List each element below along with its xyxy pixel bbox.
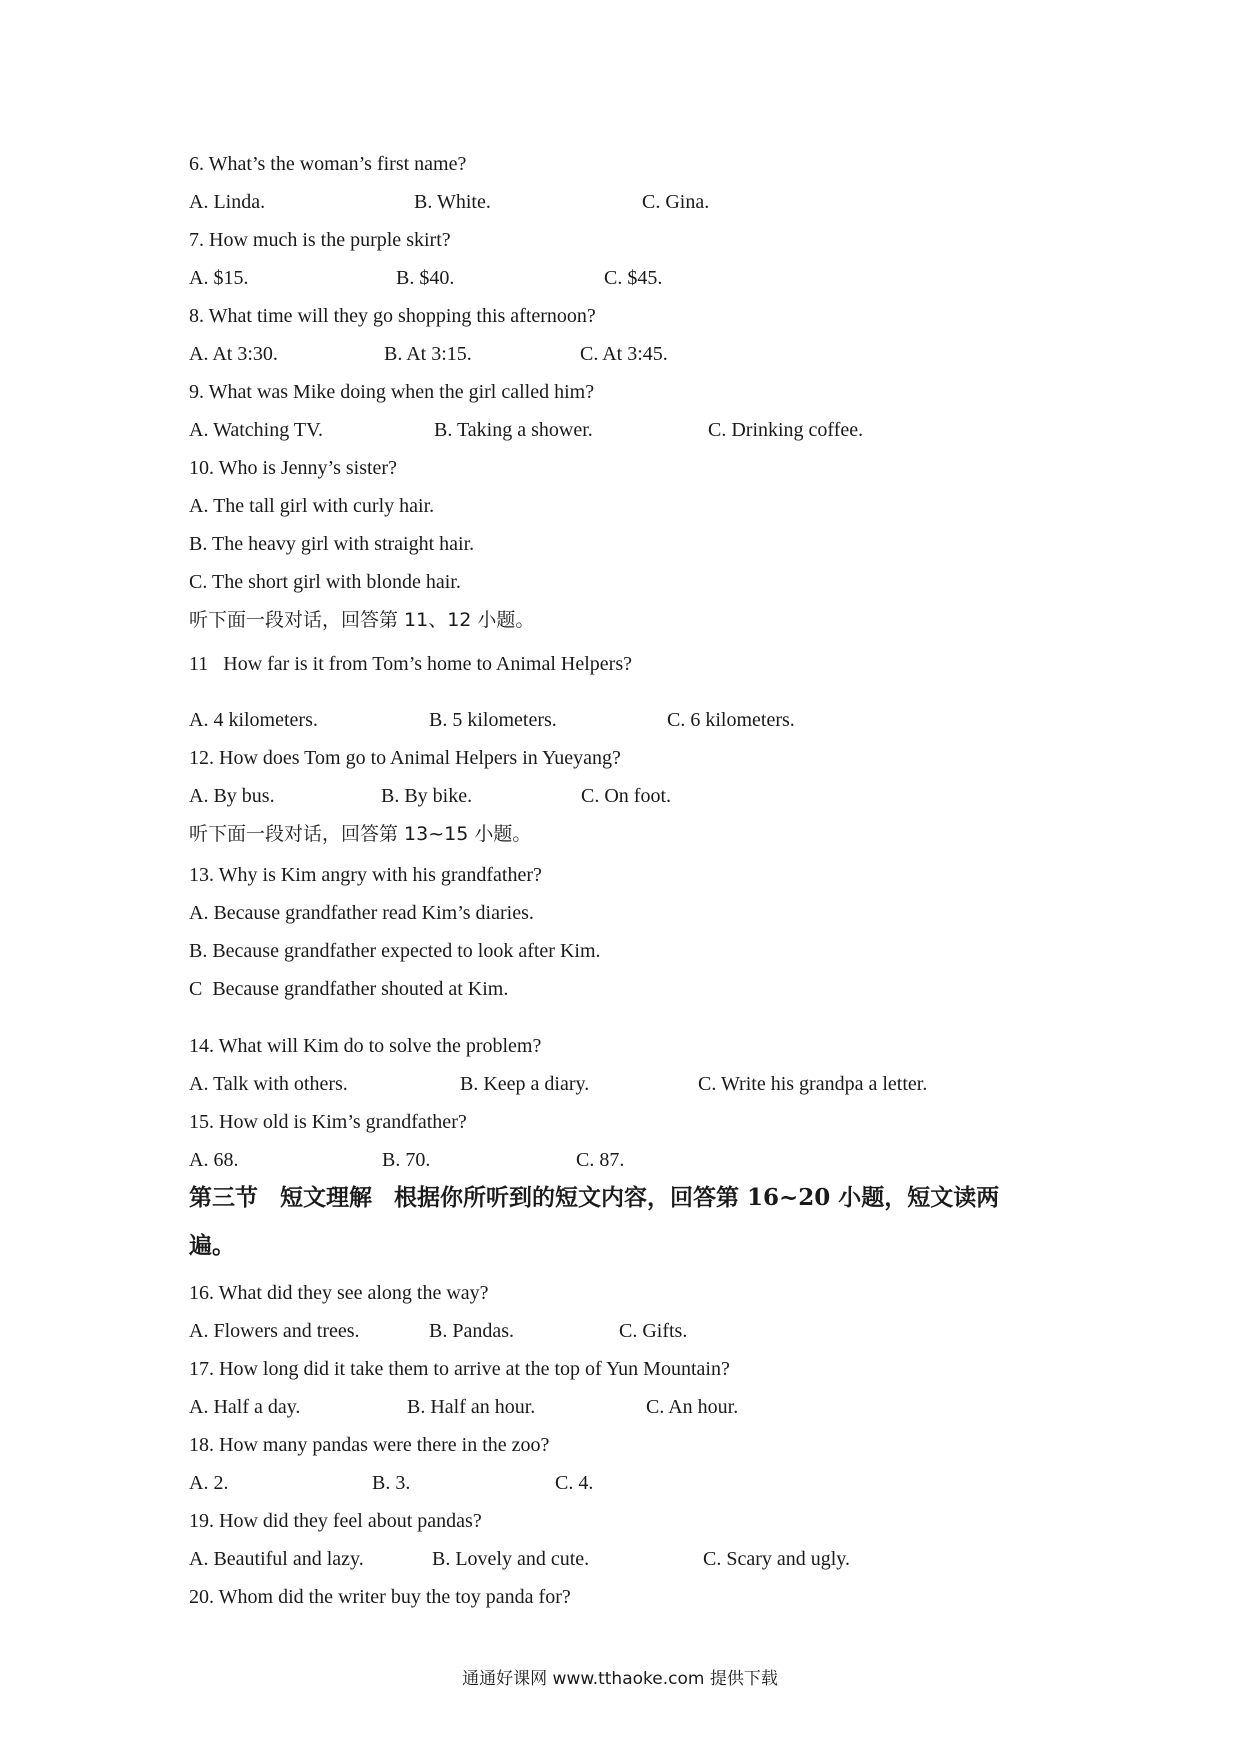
option-9c: C. Drinking coffee. — [708, 419, 864, 441]
question-17: 17. How long did it take them to arrive at the top of Yun Mountain? — [189, 1358, 730, 1380]
option-13a: A. Because grandfather read Kim’s diaries. — [189, 902, 534, 924]
option-16b: B. Pandas. — [429, 1320, 514, 1342]
option-6b: B. White. — [414, 191, 491, 213]
option-7a: A. $15. — [189, 267, 249, 289]
option-12a: A. By bus. — [189, 785, 275, 807]
option-14c: C. Write his grandpa a letter. — [698, 1073, 928, 1095]
option-9a: A. Watching TV. — [189, 419, 323, 441]
question-7: 7. How much is the purple skirt? — [189, 229, 451, 251]
option-16a: A. Flowers and trees. — [189, 1320, 360, 1342]
option-7b: B. $40. — [396, 267, 455, 289]
option-8a: A. At 3:30. — [189, 343, 278, 365]
page-footer: 通通好课网 www.tthaoke.com 提供下载 — [462, 1669, 778, 1689]
option-18a: A. 2. — [189, 1472, 229, 1494]
option-13c: C Because grandfather shouted at Kim. — [189, 978, 509, 1000]
option-11c: C. 6 kilometers. — [667, 709, 795, 731]
question-16: 16. What did they see along the way? — [189, 1282, 489, 1304]
question-20: 20. Whom did the writer buy the toy panda for? — [189, 1586, 571, 1608]
option-15a: A. 68. — [189, 1149, 239, 1171]
section-3-instruction: 根据你所听到的短文内容，回答第 16~20 小题，短文读两 — [394, 1184, 1000, 1211]
option-17b: B. Half an hour. — [407, 1396, 536, 1418]
option-10c: C. The short girl with blonde hair. — [189, 571, 461, 593]
question-11: 11 How far is it from Tom’s home to Animal Helpers? — [189, 653, 632, 675]
option-8c: C. At 3:45. — [580, 343, 668, 365]
option-15c: C. 87. — [576, 1149, 625, 1171]
option-14b: B. Keep a diary. — [460, 1073, 590, 1095]
option-17a: A. Half a day. — [189, 1396, 301, 1418]
question-13: 13. Why is Kim angry with his grandfather? — [189, 864, 542, 886]
option-9b: B. Taking a shower. — [434, 419, 593, 441]
option-18c: C. 4. — [555, 1472, 594, 1494]
option-14a: A. Talk with others. — [189, 1073, 348, 1095]
section-3-heading — [189, 1184, 999, 1212]
option-6c: C. Gina. — [642, 191, 710, 213]
option-17c: C. An hour. — [646, 1396, 739, 1418]
question-18: 18. How many pandas were there in the zoo? — [189, 1434, 550, 1456]
option-16c: C. Gifts. — [619, 1320, 688, 1342]
option-7c: C. $45. — [604, 267, 663, 289]
option-13b: B. Because grandfather expected to look after Kim. — [189, 940, 601, 962]
option-19b: B. Lovely and cute. — [432, 1548, 590, 1570]
question-14: 14. What will Kim do to solve the problem? — [189, 1035, 542, 1057]
section-3-title: 短文理解 — [280, 1184, 372, 1211]
question-12: 12. How does Tom go to Animal Helpers in Yueyang? — [189, 747, 621, 769]
option-15b: B. 70. — [382, 1149, 431, 1171]
option-12c: C. On foot. — [581, 785, 671, 807]
section-3-label: 第三节 — [189, 1184, 258, 1211]
section-3-instruction-cont: 遍。 — [189, 1232, 235, 1259]
option-19a: A. Beautiful and lazy. — [189, 1548, 364, 1570]
option-11b: B. 5 kilometers. — [429, 709, 557, 731]
option-12b: B. By bike. — [381, 785, 473, 807]
question-15: 15. How old is Kim’s grandfather? — [189, 1111, 467, 1133]
option-19c: C. Scary and ugly. — [703, 1548, 851, 1570]
question-9: 9. What was Mike doing when the girl called him? — [189, 381, 595, 403]
question-8: 8. What time will they go shopping this afternoon? — [189, 305, 596, 327]
option-10a: A. The tall girl with curly hair. — [189, 495, 435, 517]
option-8b: B. At 3:15. — [384, 343, 472, 365]
question-6: 6. What’s the woman’s first name? — [189, 153, 467, 175]
question-10: 10. Who is Jenny’s sister? — [189, 457, 397, 479]
option-10b: B. The heavy girl with straight hair. — [189, 533, 475, 555]
option-18b: B. 3. — [372, 1472, 411, 1494]
question-19: 19. How did they feel about pandas? — [189, 1510, 482, 1532]
option-11a: A. 4 kilometers. — [189, 709, 318, 731]
instruction-q11-12: 听下面一段对话，回答第 11、12 小题。 — [189, 609, 535, 631]
option-6a: A. Linda. — [189, 191, 266, 213]
instruction-q13-15: 听下面一段对话，回答第 13~15 小题。 — [189, 823, 532, 845]
